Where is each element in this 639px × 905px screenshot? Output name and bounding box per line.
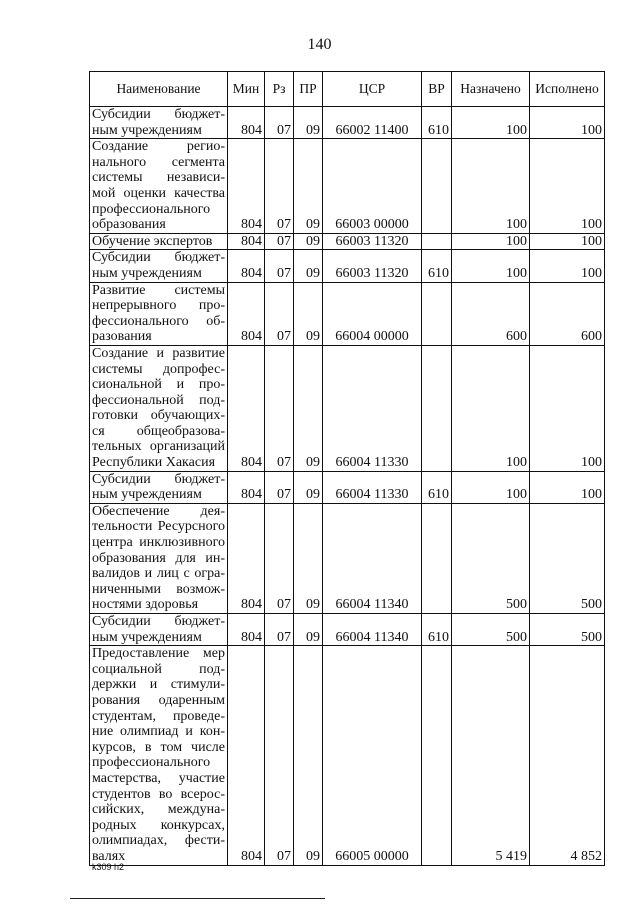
cell-assigned: 100	[452, 250, 530, 282]
cell-rz: 07	[265, 233, 294, 250]
row-name-line: Республики Хакасия	[92, 455, 216, 471]
cell-rz: 07	[265, 614, 294, 646]
row-name-cell	[90, 614, 228, 646]
cell-pr: 09	[294, 250, 323, 282]
row-name-line: Создание регио-	[92, 139, 225, 155]
cell-min: 804	[228, 233, 265, 250]
table-row	[90, 471, 605, 503]
cell-csr: 66002 11400	[323, 107, 422, 139]
row-name-line: центра инклюзивного	[92, 535, 225, 551]
cell-pr: 09	[294, 503, 323, 613]
cell-csr: 66003 11320	[323, 233, 422, 250]
cell-vr	[422, 282, 452, 345]
cell-min: 804	[228, 345, 265, 471]
cell-executed: 100	[530, 471, 605, 503]
footer-code: k309 h2	[92, 862, 125, 872]
table-row	[90, 503, 605, 613]
cell-pr: 09	[294, 646, 323, 865]
cell-executed: 4 852	[530, 646, 605, 865]
cell-executed: 500	[530, 503, 605, 613]
cell-csr: 66004 11340	[323, 614, 422, 646]
row-name-line: готовки обучающих-	[92, 408, 225, 424]
cell-executed: 100	[530, 107, 605, 139]
cell-vr: 610	[422, 471, 452, 503]
cell-vr: 610	[422, 250, 452, 282]
col-header-name: Наименование	[90, 72, 228, 107]
row-name-line: профессионального	[92, 201, 211, 217]
row-name-line: Развитие системы	[92, 282, 225, 298]
cell-vr	[422, 503, 452, 613]
row-name-line: непрерывного про-	[92, 298, 225, 314]
page-number: 140	[307, 36, 332, 53]
row-name-cell	[90, 345, 228, 471]
row-name-cell	[90, 471, 228, 503]
col-header-min: Мин	[228, 72, 265, 107]
cell-csr: 66005 00000	[323, 646, 422, 865]
footer-rule	[70, 898, 325, 899]
row-name-line: курсов, в том числе	[92, 739, 225, 755]
cell-pr: 09	[294, 471, 323, 503]
table-row	[90, 646, 605, 865]
cell-executed: 100	[530, 345, 605, 471]
row-name-line: ся общеобразова-	[92, 423, 225, 439]
row-name-line: ностями здоровья	[92, 597, 199, 613]
cell-assigned: 500	[452, 614, 530, 646]
row-name-cell	[90, 282, 228, 345]
cell-pr: 09	[294, 233, 323, 250]
row-name-line: фессионального об-	[92, 313, 225, 329]
col-header-pr: ПР	[294, 72, 323, 107]
cell-rz: 07	[265, 139, 294, 234]
row-name-line: системы допрофес-	[92, 361, 225, 377]
cell-min: 804	[228, 503, 265, 613]
budget-table	[89, 71, 605, 866]
row-name-line: ниченными возмож-	[92, 581, 225, 597]
col-header-rz: Рз	[265, 72, 294, 107]
cell-csr: 66004 11340	[323, 503, 422, 613]
col-header-executed: Исполнено	[530, 72, 605, 107]
row-name-line: образования	[92, 217, 166, 233]
row-name-line: держки и стимули-	[92, 677, 225, 693]
cell-csr: 66004 11330	[323, 345, 422, 471]
cell-pr: 09	[294, 139, 323, 234]
cell-min: 804	[228, 139, 265, 234]
cell-vr: 610	[422, 614, 452, 646]
cell-csr: 66003 11320	[323, 250, 422, 282]
cell-executed: 100	[530, 233, 605, 250]
row-name-line: Обеспечение дея-	[92, 503, 225, 519]
cell-assigned: 100	[452, 471, 530, 503]
row-name-cell	[90, 250, 228, 282]
cell-vr: 610	[422, 107, 452, 139]
cell-rz: 07	[265, 471, 294, 503]
cell-rz: 07	[265, 282, 294, 345]
cell-csr: 66004 11330	[323, 471, 422, 503]
row-name-line: ным учреждениям	[92, 629, 202, 645]
row-name-line: Субсидии бюджет-	[92, 471, 225, 487]
cell-min: 804	[228, 646, 265, 865]
cell-executed: 100	[530, 250, 605, 282]
row-name-line: сиональной и про-	[92, 377, 225, 393]
row-name-line: ние олимпиад и кон-	[92, 724, 225, 740]
row-name-line: тельности Ресурсного	[92, 519, 225, 535]
table-row	[90, 139, 605, 234]
row-name-line: сийских, междуна-	[92, 802, 225, 818]
cell-vr	[422, 345, 452, 471]
cell-csr: 66004 00000	[323, 282, 422, 345]
row-name-line: валях	[92, 848, 126, 864]
cell-rz: 07	[265, 646, 294, 865]
cell-min: 804	[228, 614, 265, 646]
cell-rz: 07	[265, 503, 294, 613]
row-name-cell	[90, 646, 228, 865]
cell-min: 804	[228, 282, 265, 345]
table-row	[90, 614, 605, 646]
row-name-line: ным учреждениям	[92, 122, 202, 138]
table-body	[90, 107, 605, 866]
col-header-vr: ВР	[422, 72, 452, 107]
row-name-line: студентов во всерос-	[92, 786, 225, 802]
row-name-line: профессионального	[92, 755, 211, 771]
cell-assigned: 5 419	[452, 646, 530, 865]
cell-csr: 66003 00000	[323, 139, 422, 234]
row-name-line: нального сегмента	[92, 154, 225, 170]
header-row	[90, 72, 605, 107]
row-name-line: Субсидии бюджет-	[92, 614, 225, 629]
col-header-csr: ЦСР	[323, 72, 422, 107]
cell-rz: 07	[265, 345, 294, 471]
row-name-line: фессиональной под-	[92, 392, 225, 408]
row-name-cell	[90, 503, 228, 613]
row-name-cell	[90, 233, 228, 250]
cell-pr: 09	[294, 107, 323, 139]
cell-pr: 09	[294, 614, 323, 646]
row-name-line: Субсидии бюджет-	[92, 250, 225, 266]
row-name-line: системы независи-	[92, 170, 225, 186]
cell-executed: 100	[530, 139, 605, 234]
cell-rz: 07	[265, 250, 294, 282]
cell-vr	[422, 139, 452, 234]
cell-assigned: 500	[452, 503, 530, 613]
cell-pr: 09	[294, 282, 323, 345]
cell-vr	[422, 233, 452, 250]
row-name-line: студентам, проведе-	[92, 708, 225, 724]
row-name-line: тельных организаций	[92, 439, 225, 455]
cell-pr: 09	[294, 345, 323, 471]
row-name-line: Создание и развитие	[92, 345, 225, 361]
cell-min: 804	[228, 107, 265, 139]
cell-assigned: 100	[452, 139, 530, 234]
row-name-line: Предоставление мер	[92, 646, 225, 662]
cell-min: 804	[228, 471, 265, 503]
row-name-line: Обучение экспертов	[92, 233, 213, 249]
row-name-line: олимпиадах, фести-	[92, 833, 225, 849]
cell-assigned: 100	[452, 345, 530, 471]
cell-executed: 500	[530, 614, 605, 646]
row-name-line: Субсидии бюджет-	[92, 107, 225, 122]
table-row	[90, 250, 605, 282]
row-name-line: образования для ин-	[92, 550, 225, 566]
table-row	[90, 233, 605, 250]
cell-rz: 07	[265, 107, 294, 139]
row-name-line: родных конкурсах,	[92, 817, 225, 833]
row-name-cell	[90, 107, 228, 139]
row-name-line: ным учреждениям	[92, 265, 202, 281]
cell-assigned: 600	[452, 282, 530, 345]
table-row	[90, 107, 605, 139]
row-name-line: разования	[92, 329, 152, 345]
cell-assigned: 100	[452, 233, 530, 250]
cell-vr	[422, 646, 452, 865]
row-name-line: рования одаренным	[92, 692, 225, 708]
cell-executed: 600	[530, 282, 605, 345]
col-header-assigned: Назначено	[452, 72, 530, 107]
row-name-line: валидов и лиц с огра-	[92, 566, 225, 582]
row-name-line: ным учреждениям	[92, 487, 202, 503]
row-name-line: мастерства, участие	[92, 770, 225, 786]
table-row	[90, 345, 605, 471]
cell-assigned: 100	[452, 107, 530, 139]
row-name-line: социальной под-	[92, 661, 225, 677]
cell-min: 804	[228, 250, 265, 282]
row-name-cell	[90, 139, 228, 234]
row-name-line: мой оценки качества	[92, 185, 225, 201]
table-row	[90, 282, 605, 345]
